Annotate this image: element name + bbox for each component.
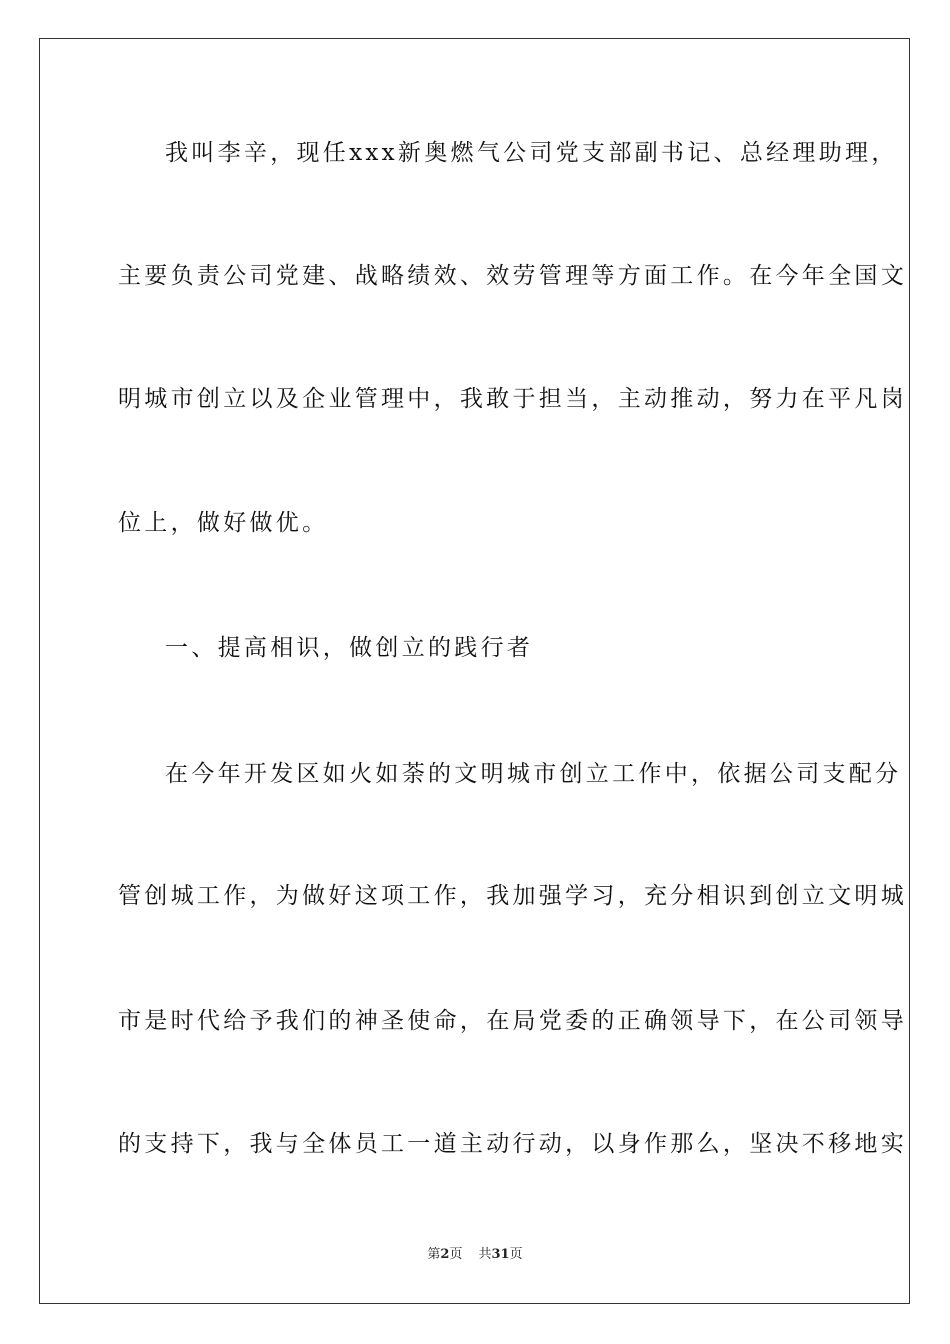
paragraph-line-6: 管创城工作，为做好这项工作，我加强学习，充分相识到创立文明城 bbox=[118, 883, 907, 909]
page-border bbox=[39, 38, 910, 1304]
paragraph-line-2: 主要负责公司党建、战略绩效、效劳管理等方面工作。在今年全国文 bbox=[118, 263, 907, 289]
paragraph-line-4: 位上，做好做优。 bbox=[118, 510, 329, 536]
total-pages: 31 bbox=[491, 1247, 510, 1262]
page-footer bbox=[0, 1246, 950, 1264]
paragraph-line-8: 的支持下，我与全体员工一道主动行动，以身作那么，坚决不移地实 bbox=[118, 1131, 907, 1157]
total-suffix: 页 bbox=[509, 1247, 523, 1262]
page-suffix: 页 bbox=[449, 1247, 463, 1262]
paragraph-line-1: 我叫李辛，现任xxx新奥燃气公司党支部副书记、总经理助理， bbox=[165, 140, 898, 166]
section-heading: 一、提高相识，做创立的践行者 bbox=[165, 635, 534, 661]
paragraph-line-3: 明城市创立以及企业管理中，我敢于担当，主动推动，努力在平凡岗 bbox=[118, 386, 907, 412]
total-prefix: 共 bbox=[478, 1247, 492, 1262]
paragraph-line-7: 市是时代给予我们的神圣使命，在局党委的正确领导下，在公司领导 bbox=[118, 1008, 907, 1034]
page-number: 2 bbox=[440, 1247, 450, 1262]
paragraph-line-5: 在今年开发区如火如荼的文明城市创立工作中，依据公司支配分 bbox=[165, 761, 902, 787]
page-prefix: 第 bbox=[427, 1247, 441, 1262]
